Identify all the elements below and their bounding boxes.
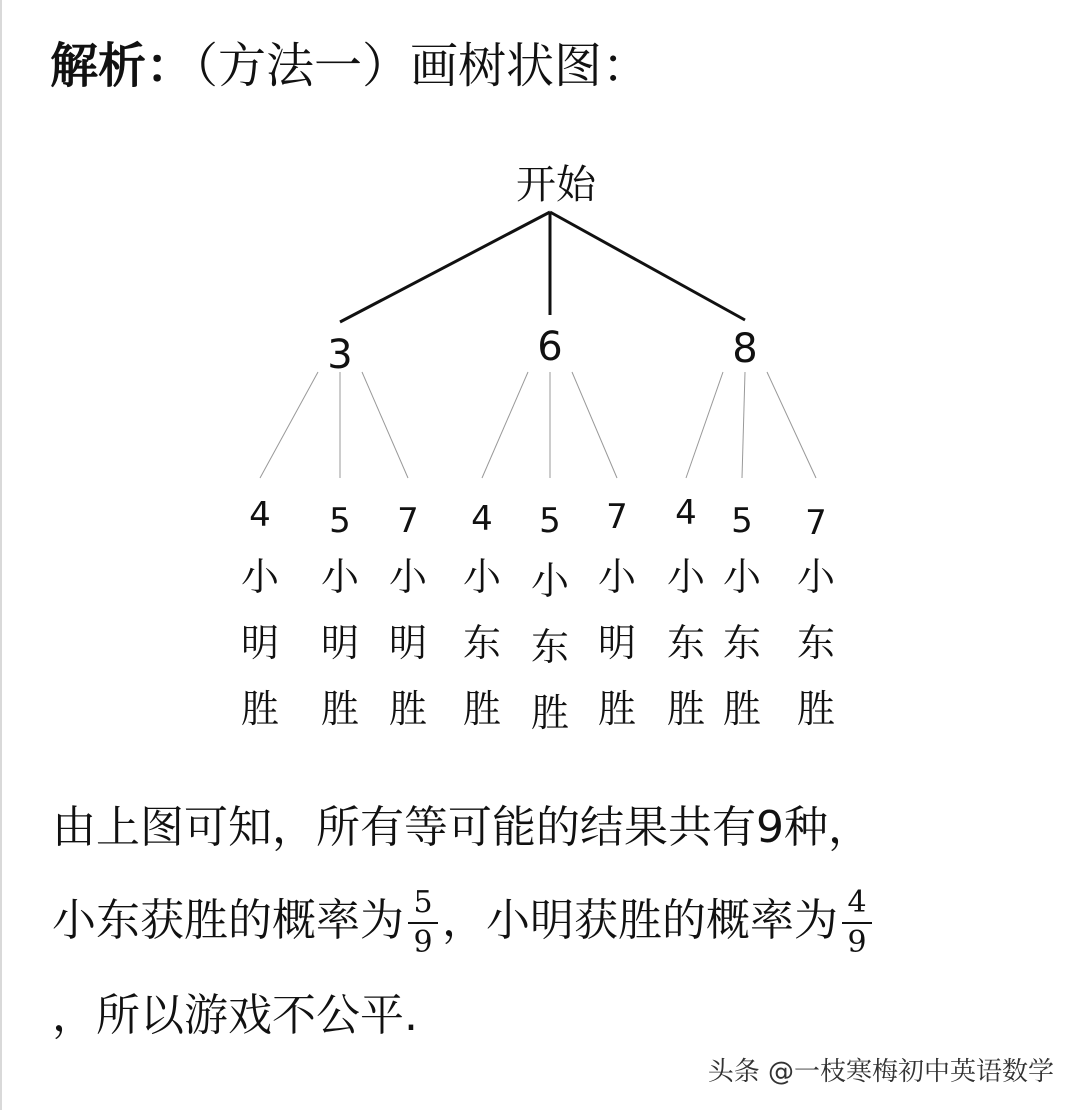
tree-branch-line: [550, 212, 745, 320]
tree-leaf-number: 5: [731, 501, 753, 541]
fraction-bar: [408, 922, 438, 924]
watermark: 头条 @一枝寒梅初中英语数学: [707, 1057, 1054, 1087]
tree-leaf-outcome-char: 东: [462, 621, 502, 665]
tree-leaf-outcome-char: 胜: [597, 687, 637, 731]
tree-leaf-line: [482, 372, 528, 478]
tree-leaf-number: 4: [471, 499, 493, 539]
tree-node-label: 3: [327, 332, 353, 378]
tree-leaf-line: [767, 372, 816, 478]
tree-leaf-number: 4: [249, 495, 271, 535]
fraction-four-ninths: [842, 886, 872, 960]
tree-leaf-line: [742, 372, 745, 478]
tree-leaf-number: 4: [675, 493, 697, 533]
tree-node-label: 8: [732, 326, 758, 372]
tree-leaf-outcome-char: 东: [530, 625, 570, 669]
analysis-label: 解析：: [50, 38, 195, 94]
conclusion-line-1: 由上图可知，所有等可能的结果共有9种，: [52, 802, 872, 853]
tree-leaf-outcome-char: 胜: [320, 687, 360, 731]
tree-leaf-line: [572, 372, 617, 478]
tree-leaf-outcome-char: 明: [240, 621, 280, 665]
tree-leaf-outcome-char: 小: [320, 555, 360, 599]
tree-leaf-number: 5: [539, 501, 561, 541]
tree-leaf-number: 7: [397, 501, 419, 541]
tree-leaf-line: [260, 372, 318, 478]
tree-leaf-number: 7: [805, 503, 827, 543]
tree-leaf-outcome-char: 胜: [240, 687, 280, 731]
tree-leaf-outcome-char: 明: [388, 621, 428, 665]
tree-leaf-outcome-char: 东: [796, 621, 836, 665]
method-title: （方法一）画树状图：: [194, 38, 651, 94]
tree-leaf-outcome-char: 小: [240, 555, 280, 599]
tree-leaf-outcome-char: 胜: [666, 687, 706, 731]
fraction-numerator: 5: [413, 885, 433, 920]
fraction-bar: [842, 922, 872, 924]
conclusion-line-2: [52, 886, 876, 960]
tree-leaf-outcome-char: 胜: [796, 687, 836, 731]
tree-leaf-outcome-char: 胜: [530, 691, 570, 735]
tree-leaf-outcome-char: 胜: [722, 687, 762, 731]
fraction-denominator: 9: [847, 925, 867, 960]
tree-leaf-outcome-char: 小: [462, 555, 502, 599]
tree-leaf-outcome-char: 胜: [462, 687, 502, 731]
tree-leaf-line: [362, 372, 408, 478]
tree-leaf-outcome-char: 小: [388, 555, 428, 599]
fraction-denominator: 9: [413, 925, 433, 960]
tree-leaf-outcome-char: 小: [722, 555, 762, 599]
fraction-numerator: 4: [847, 885, 867, 920]
tree-leaf-outcome-char: 小: [796, 555, 836, 599]
tree-leaf-outcome-char: 小: [597, 555, 637, 599]
tree-leaf-outcome-char: 明: [597, 621, 637, 665]
dong-probability-text: 小东获胜的概率为: [52, 895, 404, 946]
tree-leaf-number: 5: [329, 501, 351, 541]
fraction-five-ninths: [408, 886, 438, 960]
conclusion-line-3: ，所以游戏不公平.: [52, 990, 418, 1041]
tree-leaf-number: 7: [606, 497, 628, 537]
tree-leaf-line: [686, 372, 723, 478]
tree-branch-line: [340, 212, 550, 322]
tree-leaf-outcome-char: 东: [722, 621, 762, 665]
tree-leaf-outcome-char: 小: [530, 559, 570, 603]
tree-root-label: 开始: [516, 162, 596, 208]
tree-leaf-outcome-char: 东: [666, 621, 706, 665]
tree-leaf-outcome-char: 小: [666, 555, 706, 599]
tree-leaf-outcome-char: 明: [320, 621, 360, 665]
ming-probability-text: ，小明获胜的概率为: [442, 895, 838, 946]
tree-leaf-outcome-char: 胜: [388, 687, 428, 731]
tree-node-label: 6: [537, 324, 563, 370]
